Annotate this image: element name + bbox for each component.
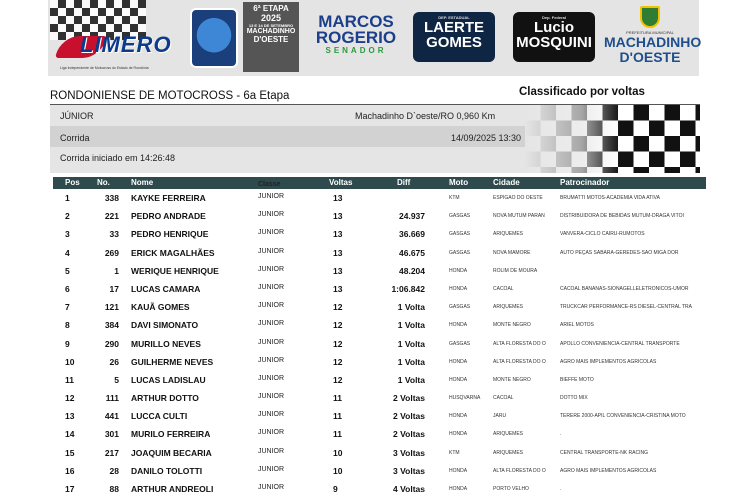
cell-pos: 5 [65, 265, 70, 276]
cell-pos: 3 [65, 229, 70, 240]
cell-pos: 12 [65, 393, 75, 404]
motocross-badge-icon [190, 8, 238, 68]
table-row [53, 225, 706, 243]
cell-sponsor: APOLLO CONVENIÊNCIA-CENTRAL TRANSPORTE [560, 340, 680, 347]
cell-sponsor: BRUMATTI MOTOS-ACADEMIA VIDA ATIVA [560, 195, 660, 201]
table-row [53, 207, 706, 225]
track-info: Machadinho D`oeste/RO 0,960 Km [355, 111, 496, 121]
session-datetime: 14/09/2025 13:30 [451, 133, 522, 143]
cell-laps: 12 [333, 320, 343, 331]
cell-laps: 13 [333, 193, 343, 203]
sponsor-laerte-small: DEP. ESTADUAL [438, 15, 470, 20]
cell-rider-name: LUCCA CULTI [131, 411, 188, 422]
cell-diff: 1:06.842 [391, 283, 425, 294]
event-title: RONDONIENSE DE MOTOCROSS - 6a Etapa [50, 90, 290, 102]
cell-city: ARIQUEMES [493, 231, 524, 238]
cell-bike: KTM [449, 449, 460, 456]
cell-sponsor: VANVERA-CICLO CAIRU-RUMOTOS [560, 231, 645, 238]
cell-diff: 1 Volta [397, 320, 425, 331]
cell-pos: 16 [65, 465, 75, 476]
cell-pos: 4 [65, 247, 70, 258]
cell-rider-name: MURILO FERREIRA [131, 429, 211, 440]
col-patrocinador-header: Patrocinador [560, 178, 610, 187]
cell-pos: 15 [65, 447, 75, 458]
cell-laps: 13 [333, 247, 343, 258]
cell-rider-name: LUCAS LADISLAU [131, 374, 206, 385]
cell-sponsor: CENTRAL TRANSPORTE-NK RACING [560, 449, 648, 456]
cell-rider-name: ERICK MAGALHÃES [131, 247, 215, 258]
table-row [53, 371, 706, 389]
cell-diff: 46.675 [399, 247, 425, 258]
col-voltas-header: Voltas [329, 178, 353, 187]
cell-diff: 1 Volta [397, 338, 425, 349]
sponsor-marcos-line1: MARCOS [318, 12, 394, 31]
cell-pos: 7 [65, 302, 70, 313]
table-row [53, 316, 706, 334]
checkered-fade [525, 105, 620, 173]
cell-bike: GASGAS [449, 231, 471, 238]
cell-city: ALTA FLORESTA DO O [493, 340, 546, 347]
cell-rider-name: GUILHERME NEVES [131, 356, 214, 367]
cell-diff: 4 Voltas [393, 484, 425, 494]
cell-class: JÚNIOR [258, 393, 285, 401]
table-row [53, 353, 706, 371]
cell-laps: 13 [333, 265, 343, 276]
cell-bike: GASGAS [449, 213, 471, 220]
cell-rider-name: ARTHUR ANDREOLI [131, 484, 214, 494]
table-row [53, 335, 706, 353]
cell-laps: 10 [333, 447, 343, 458]
cell-number: 121 [104, 302, 119, 313]
etapa-box [243, 2, 299, 72]
cell-sponsor: ARIEL MOTOS [560, 322, 594, 329]
cell-city: NOVA MAMORÉ [493, 249, 531, 256]
table-row [53, 444, 706, 462]
sponsor-marcos-line3: SENADOR [325, 46, 387, 55]
cell-rider-name: MURILLO NEVES [131, 338, 201, 349]
race-start-time: Corrida iniciado em 14:26:48 [60, 153, 176, 163]
cell-bike: GASGAS [449, 249, 471, 256]
cell-city: JARU [493, 413, 507, 420]
table-header [53, 177, 706, 189]
cell-sponsor: DOTTO MIX [560, 395, 588, 402]
cell-number: 28 [109, 465, 119, 476]
cell-bike: GASGAS [449, 340, 471, 347]
cell-laps: 11 [333, 393, 342, 404]
cell-class: JÚNIOR [258, 265, 285, 273]
cell-pos: 1 [65, 193, 70, 203]
cell-bike: HONDA [449, 486, 468, 492]
table-row [53, 407, 706, 425]
limero-logo [58, 30, 188, 64]
cell-rider-name: KAYKE FERREIRA [131, 193, 206, 203]
cell-city: ROLIM DE MOURA [493, 267, 538, 274]
cell-sponsor: AGRO MAIS IMPLEMENTOS AGRÍCOLAS [560, 358, 657, 365]
prefeitura-line2: D'OESTE [619, 49, 681, 65]
col-classe-header: Classe [258, 181, 281, 188]
cell-class: JÚNIOR [258, 411, 285, 419]
prefeitura-machadinho-logo [604, 6, 702, 65]
cell-class: JÚNIOR [258, 429, 285, 437]
cell-class: JÚNIOR [258, 484, 285, 491]
table-row [53, 425, 706, 443]
cell-diff: 3 Voltas [393, 465, 425, 476]
cell-rider-name: DANILO TOLOTTI [131, 465, 203, 476]
cell-number: 111 [105, 393, 119, 404]
cell-laps: 12 [333, 374, 343, 385]
cell-diff: 3 Voltas [393, 447, 425, 458]
cell-number: 88 [109, 484, 119, 494]
table-row [53, 480, 706, 498]
cell-class: JÚNIOR [258, 229, 285, 237]
cell-pos: 6 [65, 283, 70, 294]
cell-bike: HONDA [449, 358, 468, 365]
cell-laps: 12 [333, 356, 343, 367]
cell-diff: 1 Volta [397, 374, 425, 385]
cell-city: MONTE NEGRO [493, 322, 531, 329]
cell-sponsor: AGRO MAIS IMPLEMENTOS AGRÍCOLAS [560, 467, 657, 474]
table-row [53, 389, 706, 407]
cell-laps: 11 [333, 411, 342, 422]
cell-laps: 9 [333, 484, 338, 494]
table-body [53, 189, 706, 498]
etapa-dates: 13 E 14 DE SETEMBRO [248, 23, 294, 28]
event-header [50, 86, 700, 104]
cell-pos: 14 [65, 429, 75, 440]
cell-bike: GASGAS [449, 304, 471, 311]
cell-rider-name: DAVI SIMONATO [131, 320, 199, 331]
results-table [53, 177, 706, 498]
col-cidade-header: Cidade [493, 178, 520, 187]
sponsor-lucio-mosquini-logo [513, 12, 595, 62]
cell-diff: 2 Voltas [393, 429, 425, 440]
cell-laps: 13 [333, 211, 343, 222]
cell-class: JÚNIOR [258, 193, 285, 200]
table-row [53, 262, 706, 280]
sponsor-laerte-gomes-logo [413, 12, 495, 62]
cell-class: JÚNIOR [258, 320, 285, 328]
col-nome-header: Nome [131, 178, 154, 187]
cell-number: 17 [109, 283, 119, 294]
cell-number: 1 [114, 265, 119, 276]
cell-diff: 24.937 [399, 211, 425, 222]
cell-city: ESPIGÃO DO OESTE [493, 195, 543, 201]
cell-bike: HONDA [449, 413, 468, 420]
cell-number: 217 [104, 447, 119, 458]
sponsor-marcos-rogerio-logo [315, 14, 397, 56]
col-diff-header: Diff [397, 178, 411, 187]
municipal-crest-icon [640, 6, 660, 28]
session-label: Corrida [60, 133, 90, 143]
cell-class: JÚNIOR [258, 447, 285, 455]
cell-class: JÚNIOR [258, 302, 285, 310]
cell-class: JÚNIOR [258, 211, 285, 219]
table-row [53, 189, 706, 207]
cell-city: PORTO VELHO [493, 486, 529, 492]
cell-city: ARIQUEMES [493, 304, 524, 311]
table-row [53, 280, 706, 298]
cell-sponsor: DISTRIBUIDORA DE BEBIDAS MUTUM-DRAGA VITÓI [560, 213, 684, 220]
cell-bike: KTM [449, 195, 460, 201]
cell-city: ALTA FLORESTA DO O [493, 467, 546, 474]
cell-rider-name: KAUÃ GOMES [131, 302, 190, 313]
cell-bike: HONDA [449, 267, 468, 274]
etapa-label: 6ª ETAPA [253, 4, 289, 13]
etapa-city-2: D'OESTE [253, 35, 289, 44]
cell-class: JÚNIOR [258, 374, 285, 382]
sponsor-laerte-line2: GOMES [426, 34, 482, 51]
cell-laps: 12 [333, 302, 343, 313]
category-label: JÚNIOR [60, 111, 94, 121]
cell-number: 33 [109, 229, 119, 240]
col-pos-header: Pos [65, 178, 80, 187]
sponsor-lucio-line1: Lucio [534, 19, 574, 36]
cell-rider-name: ARTHUR DOTTO [131, 393, 199, 404]
cell-sponsor: BIEFFE MOTO [560, 376, 594, 383]
cell-diff: 48.204 [399, 265, 425, 276]
cell-number: 441 [104, 411, 119, 422]
cell-laps: 11 [333, 429, 342, 440]
cell-diff: 1 Volta [397, 302, 425, 313]
cell-sponsor: CACOAL BANANAS-SIONAGELLELETRÔNICOS-UMOR [560, 285, 689, 292]
cell-number: 384 [104, 320, 119, 331]
cell-laps: 12 [333, 338, 343, 349]
cell-diff: 1 Volta [397, 356, 425, 367]
cell-class: JÚNIOR [258, 283, 285, 291]
cell-bike: HONDA [449, 467, 468, 474]
cell-laps: 10 [333, 465, 343, 476]
cell-city: ALTA FLORESTA DO O [493, 358, 546, 365]
cell-city: MONTE NEGRO [493, 376, 531, 383]
cell-sponsor: . [560, 486, 562, 492]
cell-number: 269 [104, 247, 119, 258]
cell-city: NOVA MUTUM PARAN [493, 213, 545, 220]
cell-sponsor: TRUCKCAR PERFORMANCE-RS DIESEL-CENTRAL TRA [560, 304, 692, 311]
cell-number: 5 [114, 374, 119, 385]
cell-pos: 2 [65, 211, 70, 222]
cell-number: 221 [104, 211, 119, 222]
classification-type: Classificado por voltas [519, 86, 645, 98]
cell-class: JÚNIOR [258, 338, 285, 346]
limero-logo-text: LIMERO [80, 32, 172, 57]
sponsor-laerte-line1: LAERTE [424, 19, 484, 36]
cell-bike: HONDA [449, 376, 468, 383]
cell-sponsor: AUTO PEÇAS SABARÁ-GEREDES-SÃO MIGA DOR [560, 249, 679, 256]
col-no-header: No. [97, 178, 110, 187]
cell-city: CACOAL [493, 395, 514, 402]
cell-class: JÚNIOR [258, 465, 285, 473]
cell-number: 338 [104, 193, 119, 203]
cell-pos: 17 [65, 484, 75, 494]
sponsor-lucio-small: Dep. Federal [541, 15, 566, 20]
cell-bike: HUSQVARNA [449, 395, 481, 402]
col-moto-header: Moto [449, 178, 469, 187]
cell-diff: 36.669 [399, 229, 425, 240]
cell-pos: 8 [65, 320, 70, 331]
cell-city: ARIQUEMES [493, 431, 524, 438]
table-row [53, 298, 706, 316]
cell-sponsor: TERERÉ 2000-APIL CONVENIÊNCIA-CRISTINA MOTO [560, 413, 686, 420]
cell-pos: 10 [65, 356, 75, 367]
cell-bike: HONDA [449, 285, 468, 292]
cell-rider-name: JOAQUIM BECARIA [131, 447, 212, 458]
cell-diff: 2 Voltas [393, 393, 425, 404]
prefeitura-line1: MACHADINHO [604, 34, 702, 50]
cell-rider-name: LUCAS CAMARA [131, 283, 201, 294]
cell-city: CACOAL [493, 285, 514, 292]
cell-sponsor: . [560, 431, 562, 438]
cell-laps: 13 [333, 283, 343, 294]
etapa-city-1: MACHADINHO [246, 28, 296, 35]
cell-laps: 13 [333, 229, 343, 240]
prefeitura-label: PREFEITURA MUNICIPAL [626, 30, 674, 35]
cell-rider-name: WERIQUE HENRIQUE [131, 265, 219, 276]
cell-number: 26 [109, 356, 119, 367]
cell-number: 301 [104, 429, 119, 440]
cell-bike: HONDA [449, 431, 468, 438]
cell-number: 290 [104, 338, 119, 349]
table-row [53, 244, 706, 262]
cell-bike: HONDA [449, 322, 468, 329]
sponsor-lucio-line2: MOSQUINI [516, 34, 592, 51]
cell-class: JÚNIOR [258, 247, 285, 255]
session-info-panel [50, 105, 700, 173]
limero-tagline: Liga Independente de Motocross do Estado de Rondônia [60, 66, 149, 70]
sponsor-marcos-line2: ROGERIO [315, 28, 397, 47]
cell-diff: 2 Voltas [393, 411, 425, 422]
cell-rider-name: PEDRO HENRIQUE [131, 229, 209, 240]
etapa-year: 2025 [260, 13, 282, 23]
cell-pos: 11 [65, 374, 74, 385]
cell-city: ARIQUEMES [493, 449, 524, 456]
cell-class: JÚNIOR [258, 356, 285, 364]
cell-rider-name: PEDRO ANDRADE [131, 211, 206, 222]
cell-pos: 9 [65, 338, 70, 349]
cell-pos: 13 [65, 411, 75, 422]
table-row [53, 462, 706, 480]
